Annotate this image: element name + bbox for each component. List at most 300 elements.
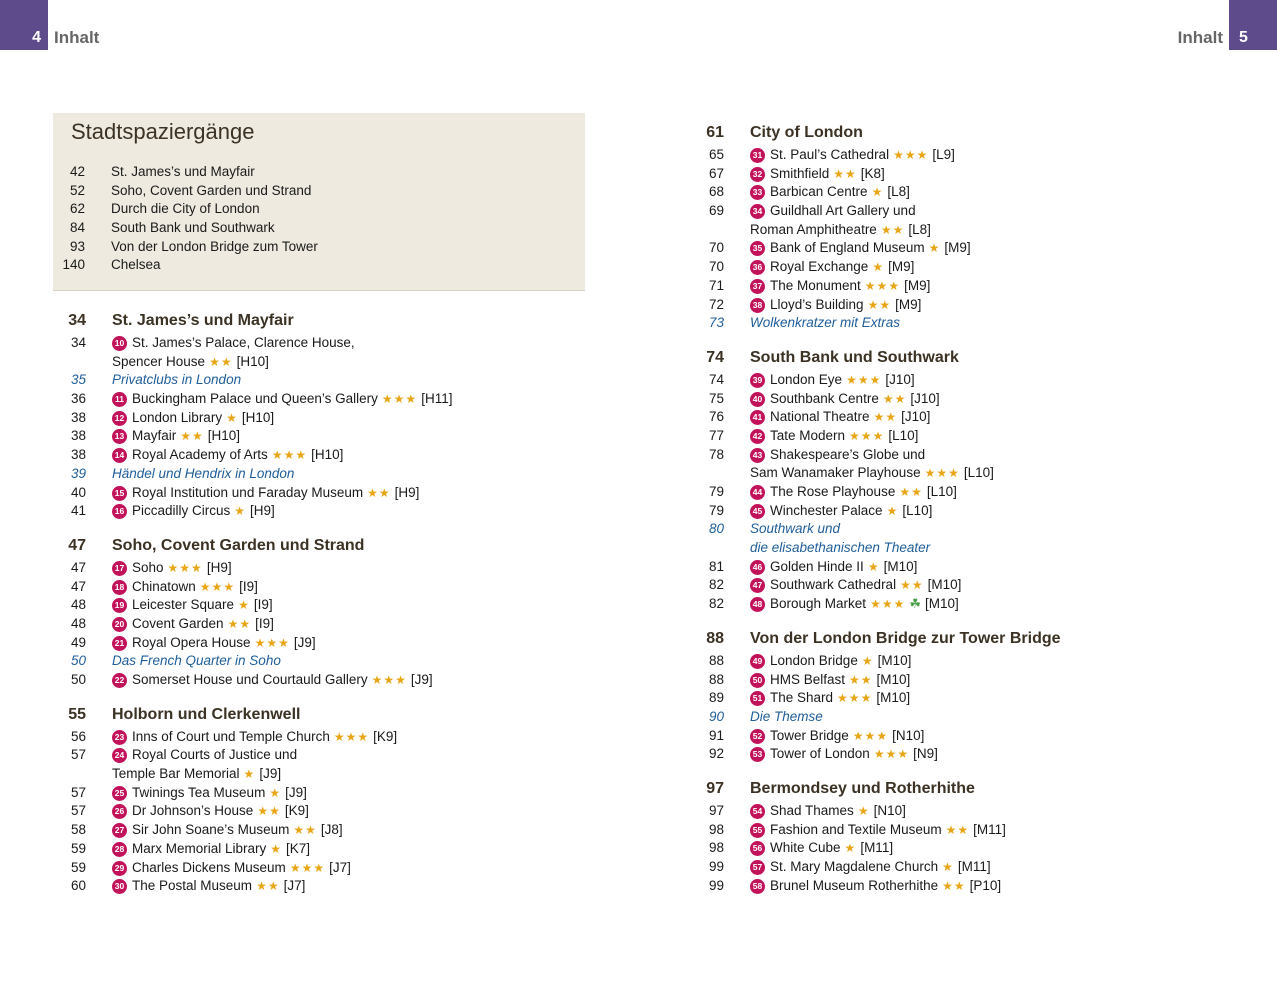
sight-number-badge: 18	[112, 580, 127, 595]
entry-title: Royal Exchange	[770, 259, 869, 275]
sight-number-badge: 27	[112, 823, 127, 838]
toc-entry[interactable]	[692, 146, 1232, 165]
rating-stars-icon: ★★★	[837, 691, 873, 706]
rating-stars-icon: ★	[886, 503, 899, 518]
entry-title: Bank of England Museum	[770, 240, 925, 256]
entry-label	[112, 465, 294, 484]
entry-label	[750, 464, 994, 483]
page-number: 89	[708, 690, 724, 706]
page-number: 48	[70, 615, 86, 631]
section-spacer	[54, 521, 594, 533]
rating-stars-icon: ★★★	[167, 560, 203, 575]
map-grid-reference: [L10]	[902, 502, 933, 518]
sight-number-badge: 13	[112, 429, 127, 444]
page-number: 74	[706, 348, 724, 366]
page-number: 74	[708, 371, 724, 387]
entry-title: The Rose Playhouse	[770, 484, 896, 499]
entry-title: Inns of Court und Temple Church	[132, 728, 330, 744]
entry-label	[112, 484, 419, 503]
entry-title: St. Mary Magdalene Church	[770, 859, 939, 874]
entry-label	[112, 596, 273, 615]
toc-entry[interactable]	[692, 671, 1232, 690]
entry-title: The Monument	[770, 277, 861, 293]
sight-number-badge: 37	[750, 279, 765, 294]
map-grid-reference: [M10]	[883, 558, 918, 574]
sight-number-badge: 49	[750, 654, 765, 669]
rating-stars-icon: ★★	[945, 822, 970, 837]
map-grid-reference: [N10]	[892, 727, 925, 743]
entry-label	[750, 689, 910, 708]
toc-info-entry[interactable]	[54, 652, 594, 671]
page-number: 36	[70, 391, 86, 407]
entry-title: Soho, Covent Garden und Strand	[112, 536, 365, 554]
toc-entry[interactable]	[692, 446, 1232, 465]
city-walk-label: St. James’s und Mayfair	[111, 164, 255, 179]
page-number: 61	[706, 124, 724, 141]
entry-title: Dr Johnson’s House	[132, 803, 254, 819]
toc-entry[interactable]	[692, 745, 1232, 764]
toc-entry[interactable]	[54, 859, 594, 878]
entry-title: Tower Bridge	[770, 727, 849, 743]
page-number: 47	[70, 578, 86, 594]
page-number: 60	[70, 878, 86, 894]
sight-number-badge: 12	[112, 411, 127, 426]
map-grid-reference: [H10]	[241, 409, 275, 425]
map-grid-reference: [J8]	[320, 822, 343, 838]
sight-number-badge: 23	[112, 730, 127, 745]
page-number-right: 5	[1229, 0, 1277, 50]
rating-stars-icon: ★★	[293, 823, 317, 838]
rating-stars-icon: ★	[942, 860, 954, 874]
entry-title: Charles Dickens Museum	[132, 859, 286, 875]
entry-label	[750, 595, 959, 614]
entry-title: Marx Memorial Library	[132, 840, 267, 856]
page-number: 88	[708, 671, 724, 687]
entry-label	[112, 615, 274, 634]
page-number: 82	[708, 577, 724, 593]
entry-label	[750, 671, 910, 690]
map-grid-reference: [M10]	[876, 671, 911, 687]
entry-label	[750, 745, 938, 764]
page-number: 92	[708, 746, 724, 762]
city-walk-label: South Bank und Southwark	[111, 220, 275, 236]
sight-number-badge: 32	[750, 167, 765, 182]
entry-label	[750, 202, 916, 221]
sight-number-badge: 57	[750, 860, 765, 875]
toc-info-entry[interactable]	[54, 465, 594, 484]
page-number: 38	[70, 409, 86, 425]
entry-label	[112, 371, 241, 390]
map-grid-reference: [H10]	[207, 428, 241, 444]
page-number: 57	[70, 803, 86, 819]
page-number: 72	[708, 296, 724, 312]
page-number: 59	[70, 840, 86, 856]
map-grid-reference: [M10]	[877, 652, 912, 668]
map-grid-reference: [I9]	[239, 578, 258, 594]
toc-entry[interactable]	[692, 858, 1232, 877]
toc-info-entry[interactable]	[692, 520, 1232, 539]
toc-entry[interactable]	[692, 408, 1232, 427]
sight-number-badge: 20	[112, 617, 127, 632]
toc-entry[interactable]	[692, 502, 1232, 521]
map-grid-reference: [J7]	[283, 878, 306, 894]
sight-number-badge: 36	[750, 260, 765, 275]
entry-label	[112, 859, 351, 878]
toc-info-entry[interactable]	[54, 371, 594, 390]
rating-stars-icon: ★★	[180, 429, 204, 444]
sight-number-badge: 24	[112, 748, 127, 763]
sight-number-badge: 47	[750, 578, 765, 593]
map-grid-reference: [M11]	[957, 859, 991, 874]
page-number: 50	[70, 653, 86, 669]
sight-number-badge: 33	[750, 185, 765, 200]
entry-title: Händel und Hendrix in London	[112, 465, 295, 481]
toc-section-heading[interactable]	[692, 345, 1232, 371]
entry-label	[112, 578, 258, 597]
page-number: 39	[70, 465, 86, 481]
entry-label	[750, 427, 918, 446]
toc-entry[interactable]	[54, 877, 594, 896]
toc-entry[interactable]	[54, 634, 594, 653]
entry-label	[112, 533, 364, 559]
entry-label	[750, 258, 914, 277]
page-number: 140	[62, 257, 85, 273]
toc-info-entry[interactable]	[692, 314, 1232, 333]
toc-entry[interactable]	[692, 689, 1232, 708]
entry-label	[750, 146, 955, 165]
rating-stars-icon: ★★	[900, 578, 924, 593]
entry-title: Golden Hinde II	[770, 558, 864, 574]
map-grid-reference: [K9]	[373, 728, 398, 744]
sight-number-badge: 11	[112, 392, 127, 407]
toc-section-heading[interactable]	[692, 120, 1232, 146]
entry-label	[750, 296, 921, 315]
toc-section-heading[interactable]	[54, 702, 594, 728]
city-walks-list	[53, 163, 585, 275]
entry-label	[112, 427, 240, 446]
entry-label	[112, 877, 305, 896]
entry-label	[750, 502, 932, 521]
map-grid-reference: [J7]	[329, 859, 351, 875]
entry-title: Royal Opera House	[132, 634, 251, 650]
page-number: 55	[68, 705, 86, 723]
page-number: 97	[708, 802, 724, 818]
toc-entry[interactable]	[692, 390, 1232, 409]
map-grid-reference: [L9]	[932, 147, 955, 162]
toc-entry[interactable]	[692, 877, 1232, 896]
city-walk-item[interactable]	[53, 219, 585, 238]
entry-label	[112, 702, 300, 728]
sight-number-badge: 42	[750, 429, 765, 444]
toc-entry[interactable]	[54, 578, 594, 597]
sight-number-badge: 19	[112, 598, 127, 613]
city-walk-label: Soho, Covent Garden und Strand	[111, 182, 312, 198]
toc-left-column	[54, 308, 594, 896]
map-grid-reference: [M10]	[925, 596, 959, 612]
entry-label	[750, 483, 957, 502]
map-grid-reference: [H9]	[206, 559, 232, 575]
map-grid-reference: [H10]	[236, 353, 269, 369]
toc-entry[interactable]	[54, 615, 594, 634]
page-number: 41	[70, 503, 86, 519]
page-number: 79	[708, 484, 724, 499]
toc-entry[interactable]	[692, 595, 1232, 614]
toc-entry[interactable]	[692, 371, 1232, 390]
page-number: 99	[708, 859, 724, 874]
sight-number-badge: 41	[750, 410, 765, 425]
page-number: 91	[708, 727, 724, 743]
toc-entry[interactable]	[692, 576, 1232, 595]
rating-stars-icon: ★★★	[893, 148, 929, 162]
rating-stars-icon: ★	[238, 598, 250, 613]
toc-entry[interactable]	[54, 840, 594, 859]
toc-entry[interactable]	[692, 183, 1232, 202]
page-number: 47	[68, 536, 86, 554]
toc-entry[interactable]	[54, 446, 594, 465]
rating-stars-icon: ★★★	[870, 597, 906, 612]
entry-label	[112, 446, 343, 465]
city-walk-item[interactable]	[53, 200, 585, 219]
entry-title: HMS Belfast	[770, 671, 846, 687]
entry-label	[112, 308, 294, 334]
page-number: 42	[69, 164, 85, 179]
page-number: 58	[70, 822, 86, 838]
entry-title: Chinatown	[132, 578, 196, 594]
entry-title: Das French Quarter in Soho	[112, 653, 281, 669]
entry-title: Covent Garden	[132, 615, 224, 631]
sight-number-badge: 30	[112, 879, 127, 894]
map-grid-reference: [J10]	[910, 390, 940, 406]
map-grid-reference: [H9]	[394, 484, 420, 500]
entry-label	[750, 183, 910, 202]
entry-title: Leicester Square	[132, 597, 235, 613]
page-number: 98	[708, 821, 724, 837]
entry-title: Buckingham Palace und Queen’s Gallery	[132, 391, 378, 407]
toc-entry[interactable]	[54, 802, 594, 821]
sight-number-badge: 35	[750, 241, 765, 256]
page-number: 69	[708, 203, 724, 219]
map-grid-reference: [L10]	[888, 427, 919, 443]
sight-number-badge: 38	[750, 298, 765, 313]
page-number: 77	[708, 427, 724, 443]
sight-number-badge: 50	[750, 673, 765, 688]
toc-entry[interactable]	[692, 558, 1232, 577]
rating-stars-icon: ★★★	[371, 673, 407, 687]
rating-stars-icon: ★	[234, 504, 247, 519]
sight-number-badge: 43	[750, 448, 765, 463]
page-number: 48	[70, 597, 86, 613]
map-grid-reference: [L8]	[908, 221, 931, 237]
rating-stars-icon: ★★	[882, 391, 907, 406]
page-number: 57	[70, 747, 86, 763]
rating-stars-icon: ★★	[942, 878, 966, 893]
page-number: 38	[70, 447, 86, 463]
page-number: 52	[69, 182, 85, 198]
entry-title: Borough Market	[770, 596, 867, 612]
page-number: 76	[708, 409, 724, 425]
city-walk-item[interactable]	[53, 182, 585, 201]
entry-title: St. Paul’s Cathedral	[770, 147, 890, 162]
entry-title: Royal Institution und Faraday Museum	[132, 484, 364, 500]
rating-stars-icon: ★	[861, 653, 874, 668]
toc-entry[interactable]	[54, 427, 594, 446]
city-walk-item[interactable]	[53, 163, 585, 182]
entry-label	[750, 776, 975, 802]
toc-entry-continuation	[54, 353, 594, 372]
rating-stars-icon: ★	[270, 841, 283, 856]
rating-stars-icon: ★★★	[381, 392, 418, 407]
entry-label	[112, 409, 274, 428]
toc-entry[interactable]	[54, 484, 594, 503]
toc-entry[interactable]	[692, 277, 1232, 296]
map-grid-reference: [J10]	[885, 371, 915, 387]
toc-entry[interactable]	[54, 334, 594, 353]
entry-title: Southbank Centre	[770, 390, 879, 406]
sight-number-badge: 25	[112, 786, 127, 801]
entry-label	[750, 626, 1061, 652]
sight-number-badge: 22	[112, 673, 127, 688]
city-walks-box	[53, 113, 585, 291]
rating-stars-icon: ★	[226, 410, 238, 425]
toc-entry[interactable]	[692, 652, 1232, 671]
map-grid-reference: [J9]	[293, 634, 316, 650]
entry-title: Sam Wanamaker Playhouse	[750, 465, 921, 481]
rating-stars-icon: ★	[269, 785, 282, 800]
entry-title: City of London	[750, 124, 863, 141]
rating-stars-icon: ★★	[256, 879, 280, 894]
entry-label	[112, 746, 297, 765]
toc-entry[interactable]	[54, 821, 594, 840]
entry-title: Barbican Centre	[770, 184, 868, 200]
city-walk-label: Von der London Bridge zum Tower	[111, 238, 318, 254]
toc-entry-continuation	[54, 765, 594, 784]
entry-label	[750, 858, 991, 877]
toc-entry[interactable]	[692, 839, 1232, 858]
sight-number-badge: 52	[750, 729, 765, 744]
toc-info-entry[interactable]	[692, 708, 1232, 727]
rating-stars-icon: ★★★	[849, 428, 885, 443]
map-grid-reference: [J9]	[285, 784, 307, 800]
entry-title: Piccadilly Circus	[132, 503, 231, 519]
rating-stars-icon: ★	[243, 767, 256, 782]
toc-section-heading[interactable]	[54, 533, 594, 559]
sight-number-badge: 14	[112, 448, 127, 463]
toc-entry[interactable]	[54, 409, 594, 428]
page-number: 75	[708, 390, 724, 406]
page-number: 68	[708, 184, 724, 200]
map-grid-reference: [L10]	[926, 484, 957, 499]
page-number-left: 4	[0, 0, 48, 50]
toc-entry[interactable]	[692, 483, 1232, 502]
entry-label	[112, 634, 316, 653]
entry-label	[750, 708, 823, 727]
rating-stars-icon: ★★	[209, 354, 233, 369]
page-number: 99	[708, 877, 724, 893]
toc-entry[interactable]	[54, 559, 594, 578]
page-number: 73	[708, 315, 724, 331]
entry-label	[112, 353, 269, 372]
toc-entry[interactable]	[692, 427, 1232, 446]
rating-stars-icon: ★★★	[333, 729, 370, 744]
toc-entry[interactable]	[54, 596, 594, 615]
entry-title: Bermondsey und Rotherhithe	[750, 779, 975, 797]
entry-title: London Eye	[770, 371, 843, 387]
entry-title: Temple Bar Memorial	[112, 766, 240, 782]
rating-stars-icon: ★★★	[873, 747, 910, 762]
toc-entry[interactable]	[54, 728, 594, 747]
rating-stars-icon: ★★★	[852, 728, 889, 743]
map-grid-reference: [K7]	[286, 840, 311, 856]
entry-title: Tower of London	[770, 746, 870, 762]
entry-title: Royal Courts of Justice und	[132, 747, 298, 763]
toc-section-heading[interactable]	[692, 626, 1232, 652]
sight-number-badge: 40	[750, 392, 765, 407]
city-walk-item[interactable]	[53, 256, 585, 275]
toc-entry[interactable]	[692, 165, 1232, 184]
rating-stars-icon: ★★	[873, 410, 898, 425]
rating-stars-icon: ★★	[257, 804, 281, 819]
toc-section-heading[interactable]	[54, 308, 594, 334]
entry-label	[750, 314, 900, 333]
toc-section-heading[interactable]	[692, 776, 1232, 802]
page-number: 79	[708, 502, 724, 518]
rating-stars-icon: ★★	[227, 616, 252, 631]
entry-title: die elisabethanischen Theater	[750, 540, 931, 556]
toc-entry[interactable]	[692, 239, 1232, 258]
entry-label	[750, 345, 959, 371]
entry-title: The Postal Museum	[132, 878, 253, 894]
sight-number-badge: 44	[750, 485, 765, 500]
sight-number-badge: 15	[112, 486, 127, 501]
toc-entry[interactable]	[54, 502, 594, 521]
entry-label	[112, 652, 281, 671]
toc-entry[interactable]	[54, 671, 594, 690]
page-number: 49	[70, 634, 86, 650]
toc-entry[interactable]	[54, 784, 594, 803]
toc-entry[interactable]	[692, 821, 1232, 840]
entry-label	[750, 239, 971, 258]
toc-entry[interactable]	[54, 390, 594, 409]
entry-label	[112, 671, 433, 690]
entry-label	[750, 877, 1001, 896]
toc-entry[interactable]	[692, 202, 1232, 221]
entry-title: Shakespeare’s Globe und	[770, 446, 926, 462]
rating-stars-icon: ★★★	[924, 466, 960, 481]
toc-entry[interactable]	[692, 258, 1232, 277]
running-head-left: Inhalt	[54, 28, 100, 47]
map-grid-reference: [M9]	[904, 277, 931, 293]
map-grid-reference: [N10]	[873, 802, 906, 818]
map-grid-reference: [L8]	[887, 184, 910, 200]
toc-info-entry[interactable]	[692, 539, 1232, 558]
entry-label	[750, 277, 930, 296]
page-number: 98	[708, 840, 724, 856]
sight-number-badge: 53	[750, 747, 765, 762]
rating-stars-icon: ★★	[367, 485, 391, 500]
entry-label	[750, 520, 840, 539]
toc-entry-continuation	[692, 221, 1232, 240]
entry-title: Shad Thames	[770, 802, 854, 818]
map-grid-reference: [J9]	[259, 766, 282, 782]
map-grid-reference: [N9]	[913, 746, 938, 762]
toc-entry[interactable]	[692, 727, 1232, 746]
entry-title: Southwark und	[750, 521, 841, 537]
toc-entry[interactable]	[692, 296, 1232, 315]
city-walk-item[interactable]	[53, 238, 585, 257]
toc-entry[interactable]	[54, 746, 594, 765]
toc-entry[interactable]	[692, 802, 1232, 821]
entry-label	[112, 821, 343, 840]
